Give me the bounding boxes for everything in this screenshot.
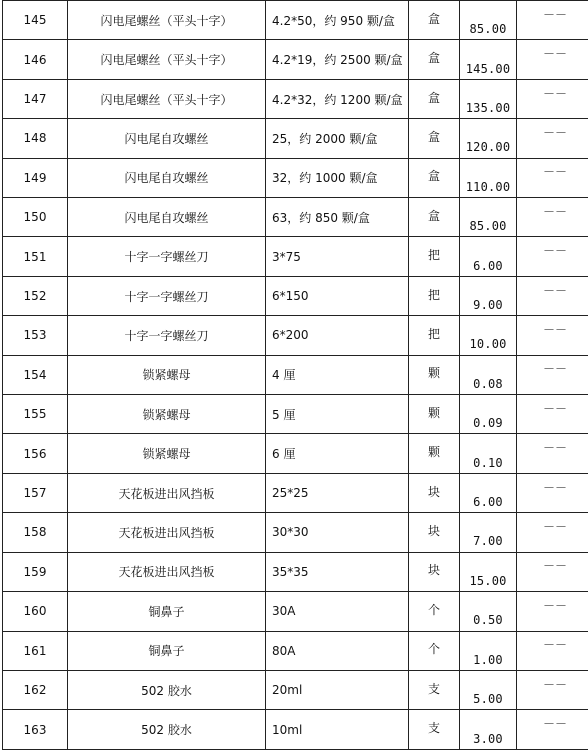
item-price — [460, 473, 517, 512]
table-row — [3, 276, 588, 315]
item-price — [460, 79, 517, 118]
item-price-text: 7.00 — [473, 534, 503, 549]
item-spec: 30*30 — [266, 513, 409, 552]
item-spec: 63，约 850 颗/盒 — [266, 198, 409, 237]
item-remark — [517, 670, 588, 709]
item-name: 闪电尾螺丝（平头十字） — [68, 1, 266, 40]
item-spec: 6*150 — [266, 276, 409, 315]
item-unit-text: 盒 — [427, 90, 440, 105]
item-price-text: 120.00 — [465, 140, 511, 155]
table-row — [3, 1, 588, 40]
item-unit — [409, 237, 460, 276]
item-remark — [517, 1, 588, 40]
table-row — [3, 198, 588, 237]
item-price-text: 0.10 — [473, 455, 503, 470]
item-unit — [409, 276, 460, 315]
row-number: 157 — [3, 473, 68, 512]
item-price-text: 85.00 — [469, 22, 507, 37]
row-number: 155 — [3, 395, 68, 434]
item-unit — [409, 552, 460, 591]
item-price — [460, 40, 517, 79]
item-remark — [517, 119, 588, 158]
item-unit-text: 块 — [427, 484, 440, 499]
item-remark-text: －－ — [542, 165, 567, 180]
item-spec: 4.2*50，约 950 颗/盒 — [266, 1, 409, 40]
item-price-text: 10.00 — [469, 337, 507, 352]
item-unit — [409, 710, 460, 750]
item-name: 天花板进出风挡板 — [68, 513, 266, 552]
item-unit — [409, 1, 460, 40]
item-unit — [409, 119, 460, 158]
item-price — [460, 670, 517, 709]
price-table — [2, 0, 588, 750]
item-spec: 35*35 — [266, 552, 409, 591]
item-spec: 25，约 2000 颗/盒 — [266, 119, 409, 158]
row-number: 152 — [3, 276, 68, 315]
item-price — [460, 158, 517, 197]
item-remark — [517, 40, 588, 79]
item-remark-text: －－ — [542, 401, 567, 416]
item-remark-text: －－ — [542, 441, 567, 456]
table-row — [3, 710, 588, 750]
item-price-text: 6.00 — [473, 258, 503, 273]
item-spec: 6*200 — [266, 316, 409, 355]
item-name: 天花板进出风挡板 — [68, 473, 266, 512]
item-price-text: 9.00 — [473, 298, 503, 313]
item-unit-text: 块 — [427, 563, 440, 578]
table-row — [3, 395, 588, 434]
row-number: 156 — [3, 434, 68, 473]
item-price — [460, 198, 517, 237]
row-number: 148 — [3, 119, 68, 158]
item-price-text: 0.09 — [473, 416, 503, 431]
item-price — [460, 276, 517, 315]
item-price — [460, 119, 517, 158]
item-remark — [517, 276, 588, 315]
item-price-text: 1.00 — [473, 652, 503, 667]
item-name: 闪电尾自攻螺丝 — [68, 158, 266, 197]
item-name: 闪电尾螺丝（平头十字） — [68, 79, 266, 118]
row-number: 163 — [3, 710, 68, 750]
row-number: 145 — [3, 1, 68, 40]
item-spec: 10ml — [266, 710, 409, 750]
item-remark-text: －－ — [542, 480, 567, 495]
item-unit-text: 个 — [427, 642, 440, 657]
table-row — [3, 355, 588, 394]
item-spec: 3*75 — [266, 237, 409, 276]
table-row — [3, 434, 588, 473]
item-spec: 25*25 — [266, 473, 409, 512]
item-price-text: 3.00 — [473, 731, 503, 746]
row-number: 160 — [3, 592, 68, 631]
item-spec: 32，约 1000 颗/盒 — [266, 158, 409, 197]
item-price — [460, 631, 517, 670]
item-remark-text: －－ — [542, 362, 567, 377]
item-remark-text: －－ — [542, 125, 567, 140]
item-remark — [517, 158, 588, 197]
item-price-text: 135.00 — [465, 101, 511, 116]
item-unit — [409, 355, 460, 394]
item-price — [460, 395, 517, 434]
item-price — [460, 355, 517, 394]
row-number: 150 — [3, 198, 68, 237]
item-name: 天花板进出风挡板 — [68, 552, 266, 591]
item-remark — [517, 473, 588, 512]
item-remark — [517, 434, 588, 473]
item-spec: 5 厘 — [266, 395, 409, 434]
row-number: 149 — [3, 158, 68, 197]
item-price — [460, 1, 517, 40]
item-remark — [517, 631, 588, 670]
row-number: 151 — [3, 237, 68, 276]
item-remark — [517, 395, 588, 434]
row-number: 147 — [3, 79, 68, 118]
item-spec: 4.2*19，约 2500 颗/盒 — [266, 40, 409, 79]
item-price-text: 5.00 — [473, 692, 503, 707]
table-row — [3, 473, 588, 512]
row-number: 158 — [3, 513, 68, 552]
item-unit — [409, 434, 460, 473]
item-remark-text: －－ — [542, 47, 567, 62]
row-number: 146 — [3, 40, 68, 79]
item-price-text: 15.00 — [469, 573, 507, 588]
item-remark-text: －－ — [542, 677, 567, 692]
item-remark — [517, 552, 588, 591]
item-price — [460, 434, 517, 473]
table-row — [3, 158, 588, 197]
item-name: 502 胶水 — [68, 710, 266, 750]
row-number: 161 — [3, 631, 68, 670]
item-unit — [409, 158, 460, 197]
table-row — [3, 237, 588, 276]
item-name: 锁紧螺母 — [68, 395, 266, 434]
item-spec: 4 厘 — [266, 355, 409, 394]
item-spec: 80A — [266, 631, 409, 670]
table-row — [3, 119, 588, 158]
item-unit — [409, 40, 460, 79]
table-row — [3, 40, 588, 79]
item-name: 闪电尾螺丝（平头十字） — [68, 40, 266, 79]
item-spec: 20ml — [266, 670, 409, 709]
table-row — [3, 670, 588, 709]
item-spec: 30A — [266, 592, 409, 631]
item-name: 十字一字螺丝刀 — [68, 237, 266, 276]
table-row — [3, 592, 588, 631]
item-unit — [409, 631, 460, 670]
row-number: 162 — [3, 670, 68, 709]
item-spec: 4.2*32，约 1200 颗/盒 — [266, 79, 409, 118]
item-remark-text: －－ — [542, 638, 567, 653]
item-unit-text: 颗 — [427, 405, 440, 420]
table-row — [3, 79, 588, 118]
item-remark-text: －－ — [542, 322, 567, 337]
item-name: 十字一字螺丝刀 — [68, 276, 266, 315]
item-unit — [409, 670, 460, 709]
item-remark-text: －－ — [542, 86, 567, 101]
item-unit-text: 块 — [427, 523, 440, 538]
item-price-text: 0.08 — [473, 376, 503, 391]
item-remark-text: －－ — [542, 7, 567, 22]
item-unit-text: 支 — [427, 721, 440, 736]
table-row — [3, 631, 588, 670]
item-remark-text: －－ — [542, 717, 567, 732]
item-name: 闪电尾自攻螺丝 — [68, 198, 266, 237]
item-price — [460, 710, 517, 750]
item-remark — [517, 316, 588, 355]
item-unit — [409, 198, 460, 237]
item-unit-text: 盒 — [427, 208, 440, 223]
item-price-text: 6.00 — [473, 495, 503, 510]
item-price — [460, 316, 517, 355]
item-unit-text: 盒 — [427, 169, 440, 184]
item-remark — [517, 592, 588, 631]
item-name: 锁紧螺母 — [68, 434, 266, 473]
item-price — [460, 513, 517, 552]
item-remark-text: －－ — [542, 283, 567, 298]
item-remark — [517, 79, 588, 118]
item-unit — [409, 473, 460, 512]
row-number: 153 — [3, 316, 68, 355]
item-name: 502 胶水 — [68, 670, 266, 709]
item-price-text: 145.00 — [465, 61, 511, 76]
item-unit — [409, 513, 460, 552]
item-price-text: 85.00 — [469, 219, 507, 234]
price-table-body — [3, 1, 588, 750]
item-remark — [517, 355, 588, 394]
item-unit — [409, 316, 460, 355]
item-unit-text: 个 — [427, 602, 440, 617]
item-remark-text: －－ — [542, 204, 567, 219]
item-spec: 6 厘 — [266, 434, 409, 473]
item-price-text: 0.50 — [473, 613, 503, 628]
item-unit — [409, 395, 460, 434]
item-unit-text: 把 — [427, 326, 440, 341]
item-unit-text: 盒 — [427, 129, 440, 144]
item-name: 十字一字螺丝刀 — [68, 316, 266, 355]
item-name: 闪电尾自攻螺丝 — [68, 119, 266, 158]
item-remark-text: －－ — [542, 598, 567, 613]
item-unit-text: 颗 — [427, 445, 440, 460]
item-name: 铜鼻子 — [68, 631, 266, 670]
item-unit-text: 盒 — [427, 11, 440, 26]
table-row — [3, 513, 588, 552]
item-unit — [409, 79, 460, 118]
item-remark — [517, 198, 588, 237]
item-unit-text: 把 — [427, 248, 440, 263]
item-price — [460, 237, 517, 276]
item-unit-text: 支 — [427, 681, 440, 696]
item-remark — [517, 710, 588, 750]
item-remark-text: －－ — [542, 559, 567, 574]
item-remark-text: －－ — [542, 244, 567, 259]
item-name: 锁紧螺母 — [68, 355, 266, 394]
row-number: 154 — [3, 355, 68, 394]
item-price — [460, 592, 517, 631]
item-unit — [409, 592, 460, 631]
item-price — [460, 552, 517, 591]
item-name: 铜鼻子 — [68, 592, 266, 631]
item-unit-text: 颗 — [427, 366, 440, 381]
item-unit-text: 把 — [427, 287, 440, 302]
item-price-text: 110.00 — [465, 179, 511, 194]
row-number: 159 — [3, 552, 68, 591]
table-row — [3, 552, 588, 591]
item-unit-text: 盒 — [427, 51, 440, 66]
table-row — [3, 316, 588, 355]
item-remark — [517, 237, 588, 276]
item-remark-text: －－ — [542, 519, 567, 534]
item-remark — [517, 513, 588, 552]
